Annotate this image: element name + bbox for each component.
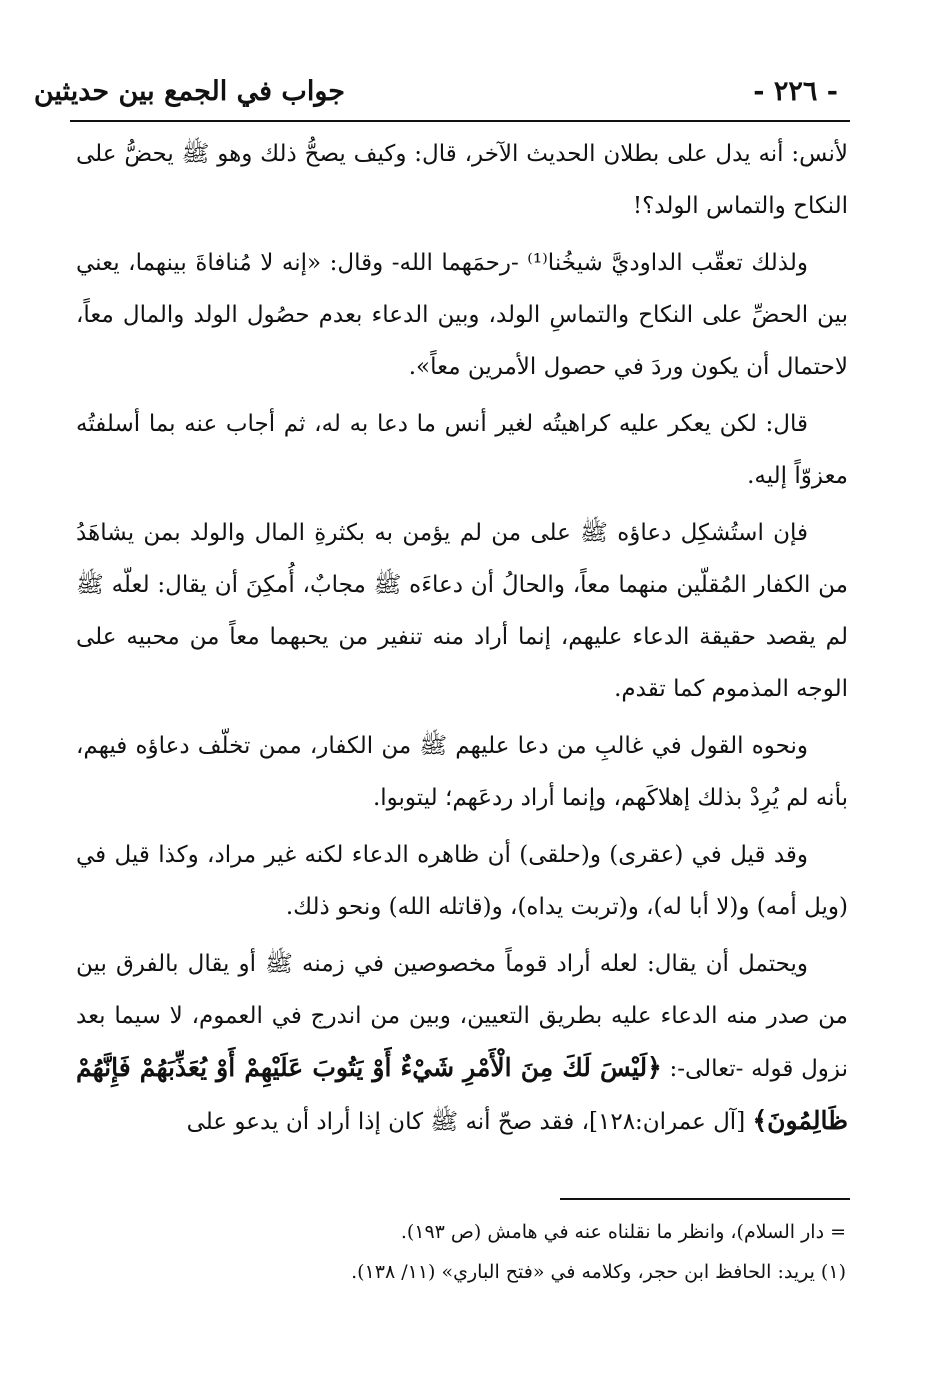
paragraph-4: فإن استُشكِل دعاؤه ﷺ على من لم يؤمن به بكثرةِ المال والولد بمن يشاهَدُ من الكفار المُقلّين منهما معاً، والحالُ أن دعاءَه ﷺ مجابٌ، أُمكِنَ أن يقال: لعلّه ﷺ لم يقصد حقيقة الدعاء عليهم، إنما أراد منه تنفير من يحبهما معاً من محبيه على الوجه المذموم كما تقدم. <box>76 520 848 702</box>
header-title: جواب في الجمع بين حديثين <box>33 76 345 107</box>
page-number: - ٢٢٦ - <box>753 76 838 107</box>
paragraph-2: ولذلك تعقّب الداوديَّ شيخُنا⁽¹⁾ -رحمَهما الله- وقال: «إنه لا مُنافاةَ بينهما، يعني بين الحضِّ على النكاح والتماسِ الولد، وبين الدعاء بعدم حصُول الولد والمال معاً، لاحتمال أن يكون وردَ في حصول الأمرين معاً». <box>76 250 848 380</box>
footnotes <box>200 1212 846 1292</box>
paragraph-7-text-after: [آل عمران:١٢٨]، فقد صحّ أنه ﷺ كان إذا أراد أن يدعو على <box>186 1109 753 1135</box>
main-text <box>76 128 848 1153</box>
running-header <box>33 70 850 120</box>
footnote-1: (١) يريد: الحافظ ابن حجر، وكلامه في «فتح الباري» (١١/ ١٣٨). <box>351 1261 846 1283</box>
paragraph-7 <box>76 938 848 1148</box>
footnote-divider <box>560 1198 850 1200</box>
paragraph-7-text-before: ويحتمل أن يقال: لعله أراد قوماً مخصوصين في زمنه ﷺ أو يقال بالفرق بين من صدر منه الدعاء عليه بطريق التعيين، وبين من اندرج في العموم، لا سيما بعد نزول قوله -تعالى-: <box>76 951 848 1082</box>
paragraph-6: وقد قيل في (عقرى) و(حلقى) أن ظاهره الدعاء لكنه غير مراد، وكذا قيل في (ويل أمه) و(لا أبا له)، و(تربت يداه)، و(قاتله الله) ونحو ذلك. <box>76 842 848 920</box>
header-divider <box>70 120 850 122</box>
paragraph-1: لأنس: أنه يدل على بطلان الحديث الآخر، قال: وكيف يصحُّ ذلك وهو ﷺ يحضُّ على النكاح والتماس الولد؟! <box>76 141 848 219</box>
paragraph-5: ونحوه القول في غالبِ من دعا عليهم ﷺ من الكفار، ممن تخلّف دعاؤه فيهم، بأنه لم يُرِدْ بذلك إهلاكَهم، وإنما أراد ردعَهم؛ ليتوبوا. <box>76 733 848 811</box>
paragraph-3: قال: لكن يعكر عليه كراهيتُه لغير أنس ما دعا به له، ثم أجاب عنه بما أسلفتُه معزوّاً إليه. <box>76 411 848 489</box>
quran-verse: ﴿لَيْسَ لَكَ مِنَ الْأَمْرِ شَيْءٌ أَوْ يَتُوبَ عَلَيْهِمْ أَوْ يُعَذِّبَهُمْ فَإِنَّهُمْ ظَالِمُونَ﴾ <box>76 1053 848 1135</box>
footnote-continuation: = دار السلام)، وانظر ما نقلناه عنه في هامش (ص ١٩٣). <box>400 1221 846 1243</box>
